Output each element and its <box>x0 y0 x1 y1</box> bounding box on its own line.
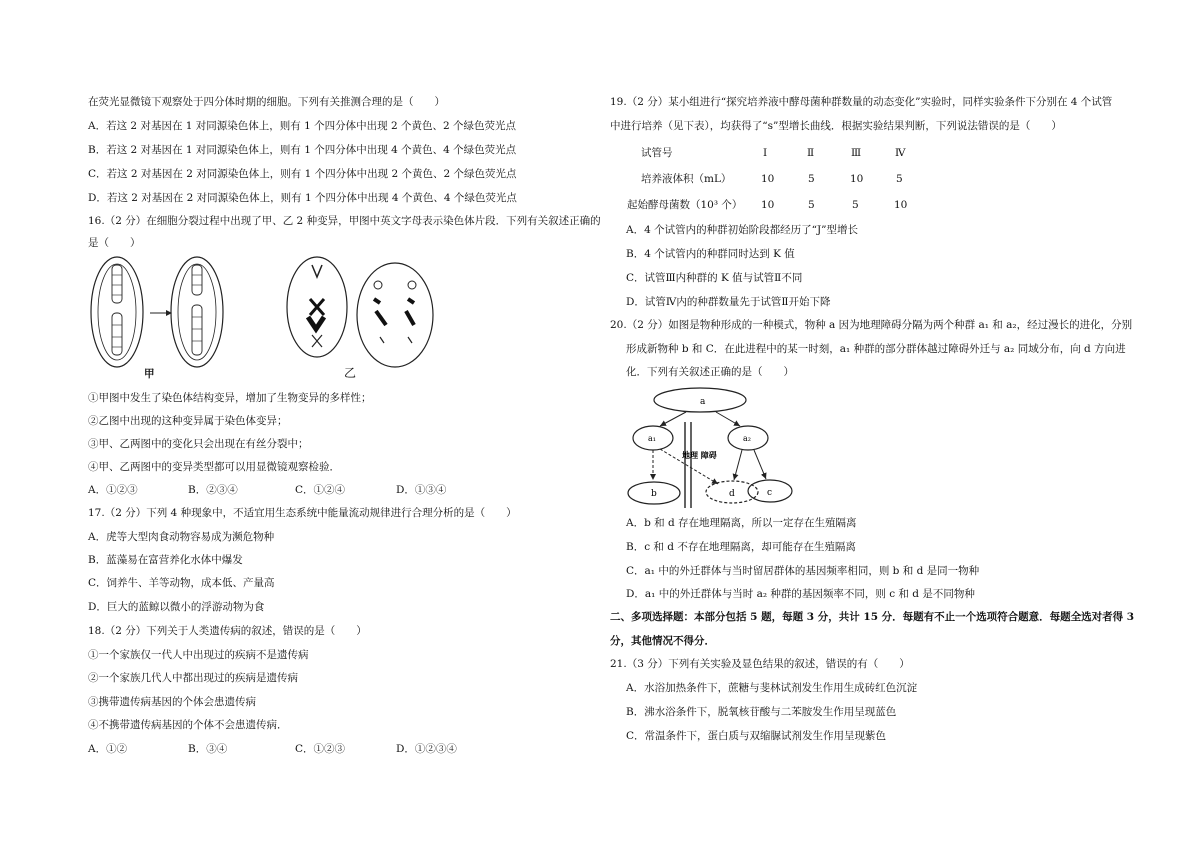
q16-statement-2: ②乙图中出现的这种变异属于染色体变异； <box>88 415 288 427</box>
q16-statement-4: ④甲、乙两图中的变异类型都可以用显微镜观察检验． <box>88 461 340 473</box>
q20-stem-line1: 20.（2 分）如图是物种形成的一种模式，物种 a 因为地理障碍分隔为两个种群 a₁ 和 a₂，经过漫长的进化，分别 <box>610 319 1133 331</box>
q15-stem: 在荧光显微镜下观察处于四分体时期的细胞。下列有关推测合理的是（ ） <box>88 96 445 108</box>
table-row1-cell: 5 <box>896 173 903 185</box>
label-barrier: 地理 障碍 <box>682 450 717 460</box>
q19-stem-line2: 中进行培养（见下表），均获得了“s”型增长曲线．根据实验结果判断，下列说法错误的是（ ） <box>610 120 1062 132</box>
table-row1-cell: 10 <box>850 173 864 185</box>
q19-option-d: D．试管Ⅳ内的种群数量先于试管Ⅱ开始下降 <box>626 296 831 308</box>
q16-option-a: A．①②③ <box>88 484 138 496</box>
q18-statement-3: ③携带遗传病基因的个体会患遗传病 <box>88 696 256 708</box>
table-row2-label: 起始酵母菌数（10³ 个） <box>627 199 743 211</box>
label-b: b <box>651 489 657 499</box>
q21-stem: 21.（3 分）下列有关实验及显色结果的叙述，错误的有（ ） <box>610 658 910 670</box>
q19-option-c: C．试管Ⅲ内种群的 K 值与试管Ⅱ不同 <box>626 272 803 284</box>
q16-option-d: D．①③④ <box>396 484 447 496</box>
q18-statement-1: ①一个家族仅一代人中出现过的疾病不是遗传病 <box>88 649 309 661</box>
q16-stem-line1: 16.（2 分）在细胞分裂过程中出现了甲、乙 2 种变异，甲图中英文字母表示染色体片段．下列有关叙述正确的 <box>88 215 601 227</box>
table-header-2: Ⅱ <box>807 147 815 159</box>
q17-option-c: C．饲养牛、羊等动物，成本低、产量高 <box>88 577 275 589</box>
q16-figure <box>80 255 440 380</box>
section-2-heading-line2: 分，其他情况不得分． <box>610 635 715 647</box>
q19-option-a: A．4 个试管内的种群初始阶段都经历了“J”型增长 <box>626 224 859 236</box>
q18-option-b: B．③④ <box>188 743 228 755</box>
q20-figure <box>620 386 800 508</box>
q17-option-a: A．虎等大型肉食动物容易成为濒危物种 <box>88 531 275 543</box>
table-row1-cell: 10 <box>761 173 775 185</box>
table-row1-label: 培养液体积（mL） <box>641 173 732 185</box>
label-c: c <box>767 488 773 498</box>
q21-option-c: C．常温条件下，蛋白质与双缩脲试剂发生作用呈现紫色 <box>626 730 887 742</box>
q20-option-d: D．a₁ 中的外迁群体与当时 a₂ 种群的基因频率不同，则 c 和 d 是不同物种 <box>626 588 975 600</box>
q17-stem: 17.（2 分）下列 4 种现象中，不适宜用生态系统中能量流动规律进行合理分析的是（ ） <box>88 507 517 519</box>
q20-option-a: A．b 和 d 存在地理隔离，所以一定存在生殖隔离 <box>626 517 857 529</box>
table-header-4: Ⅳ <box>895 147 906 159</box>
label-d: d <box>729 489 735 499</box>
table-row1-cell: 5 <box>808 173 815 185</box>
q18-statement-2: ②一个家族几代人中都出现过的疾病是遗传病 <box>88 672 298 684</box>
q20-stem-line2: 形成新物种 b 和 C．在此进程中的某一时刻，a₁ 种群的部分群体越过障碍外迁与 a₂ 同域分布，向 d 方向进 <box>626 343 1126 355</box>
table-row2-cell: 10 <box>761 199 775 211</box>
q18-option-a: A．①② <box>88 743 128 755</box>
section-2-heading-line1: 二、多项选择题：本部分包括 5 题，每题 3 分，共计 15 分．每题有不止一个选项符合题意．每题全选对者得 3 <box>610 611 1135 623</box>
q16-option-b: B．②③④ <box>188 484 238 496</box>
fig-label-yi: 乙 <box>344 366 357 380</box>
q18-stem: 18.（2 分）下列关于人类遗传病的叙述，错误的是（ ） <box>88 625 367 637</box>
table-header-1: Ⅰ <box>763 147 768 159</box>
q20-option-b: B．c 和 d 不存在地理隔离，却可能存在生殖隔离 <box>626 541 856 553</box>
q20-stem-line3: 化．下列有关叙述正确的是（ ） <box>626 366 794 378</box>
fig-label-jia: 甲 <box>144 368 155 380</box>
q16-statement-3: ③甲、乙两图中的变化只会出现在有丝分裂中； <box>88 438 309 450</box>
label-a2: a₂ <box>743 434 751 443</box>
table-row2-cell: 10 <box>894 199 908 211</box>
q15-option-c: C．若这 2 对基因在 2 对同源染色体上，则有 1 个四分体中出现 2 个黄色、2 个绿色荧光点 <box>88 168 517 180</box>
q16-stem-line2: 是（ ） <box>88 237 141 249</box>
label-a1: a₁ <box>648 434 656 443</box>
q21-option-b: B．沸水浴条件下，脱氧核苷酸与二苯胺发生作用呈现蓝色 <box>626 706 897 718</box>
q17-option-d: D．巨大的蓝鲸以微小的浮游动物为食 <box>88 601 265 613</box>
q15-option-d: D．若这 2 对基因在 2 对同源染色体上，则有 1 个四分体中出现 4 个黄色、4 个绿色荧光点 <box>88 192 517 204</box>
q15-option-a: A．若这 2 对基因在 1 对同源染色体上，则有 1 个四分体中出现 2 个黄色、2 个绿色荧光点 <box>88 120 517 132</box>
q18-statement-4: ④不携带遗传病基因的个体不会患遗传病． <box>88 719 288 731</box>
q17-option-b: B．蓝藻易在富营养化水体中爆发 <box>88 554 243 566</box>
q18-option-c: C．①②③ <box>295 743 346 755</box>
table-row2-cell: 5 <box>808 199 815 211</box>
q15-option-b: B．若这 2 对基因在 1 对同源染色体上，则有 1 个四分体中出现 4 个黄色、4 个绿色荧光点 <box>88 144 517 156</box>
label-a: a <box>700 397 706 407</box>
q19-option-b: B．4 个试管内的种群同时达到 K 值 <box>626 248 795 260</box>
table-header-3: Ⅲ <box>851 147 862 159</box>
q18-option-d: D．①②③④ <box>396 743 457 755</box>
q16-option-c: C．①②④ <box>295 484 346 496</box>
table-header-0: 试管号 <box>641 147 673 159</box>
q20-option-c: C．a₁ 中的外迁群体与当时留居群体的基因频率相同，则 b 和 d 是同一物种 <box>626 565 980 577</box>
table-row2-cell: 5 <box>852 199 859 211</box>
q21-option-a: A．水浴加热条件下，蔗糖与斐林试剂发生作用生成砖红色沉淀 <box>626 682 918 694</box>
q19-stem-line1: 19.（2 分）某小组进行“探究培养液中酵母菌种群数量的动态变化”实验时，同样实验条件下分别在 4 个试管 <box>610 96 1113 108</box>
q16-statement-1: ①甲图中发生了染色体结构变异，增加了生物变异的多样性； <box>88 392 372 404</box>
